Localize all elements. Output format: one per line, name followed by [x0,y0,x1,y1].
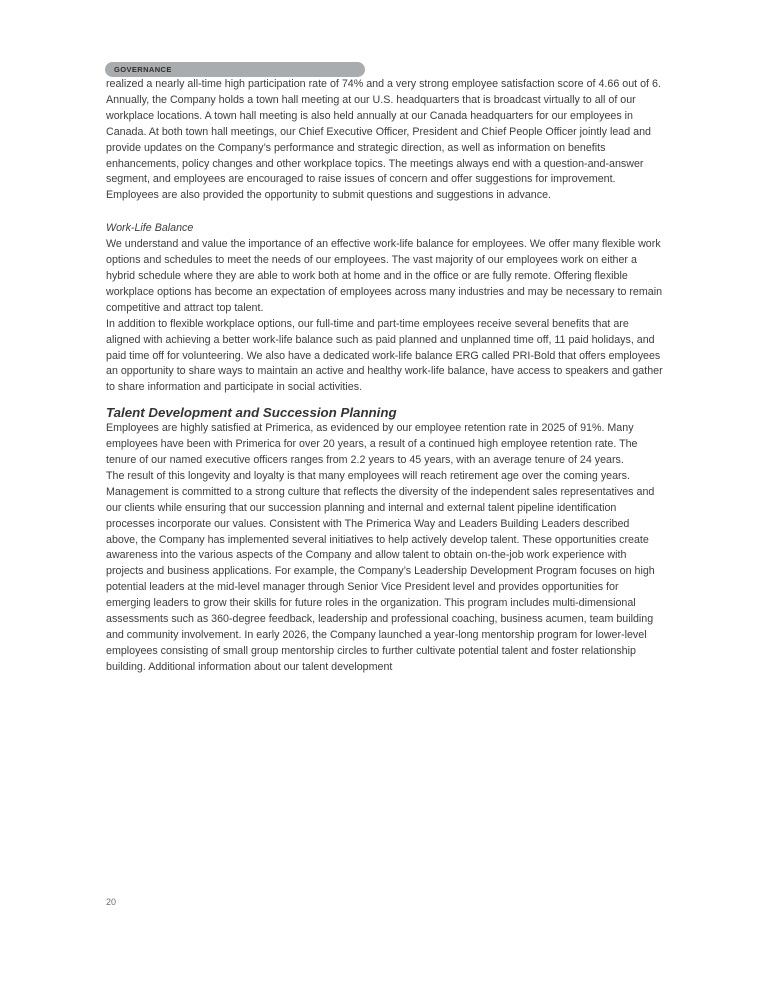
paragraph-flexible-work-options: We understand and value the importance of an effective work-life balance for employees. We offer many flexible work options and schedules to meet the needs of our employees. The vast majority of our employees work on either a hybrid schedule where they are able to work both at home and in the office or are fully remote. Offering flexible workplace options has become an expectation of employees across many industries and may be necessary to remain competitive and attract top talent. [106,238,663,314]
paragraph-work-life-benefits: In addition to flexible workplace options, our full-time and part-time employees receive several benefits that are aligned with achieving a better work-life balance such as paid planned and unplanned time off, 11 paid holidays, and paid time off for volunteering. We also have a dedicated work-life balance ERG called PRI-Bold that offers employees an opportunity to share ways to maintain an active and healthy work-life balance, have access to speakers and gather to share information and participate in social activities. [106,317,663,394]
subheading-work-life-balance: Work-Life Balance [106,222,194,235]
heading-talent-development-succession-planning: Talent Development and Succession Planning [106,405,397,421]
document-body [106,77,663,676]
page-number: 20 [106,897,117,907]
paragraph-participation-rate: realized a nearly all-time high participation rate of 74% and a very strong employee satisfaction score of 4.66 out of 6. [106,78,661,90]
paragraph-talent-initiatives: The result of this longevity and loyalty is that many employees will reach retirement age over the coming years. Management is committed to a strong culture that reflects the diversity of the independent sales representatives and our clients while ensuring that our succession planning and internal and external talent pipeline identification processes incorporate our values. Consistent with The Primerica Way and Leaders Building Leaders described above, the Company has implemented several initiatives to help actively develop talent. These opportunities create awareness into the various aspects of the Company and allow talent to obtain on-the-job work experience with projects and business applications. For example, the Company’s Leadership Development Program focuses on high potential leaders at the mid-level manager through Senior Vice President level and provides opportunities for emerging leaders to grow their skills for future roles in the organization. This program includes multi-dimensional assessments such as 360-degree feedback, leadership and professional coaching, business acumen, team building and community involvement. In early 2026, the Company launched a year-long mentorship program for lower-level employees consisting of small group mentorship circles to further cultivate potential talent and foster relationship building. Additional information about our talent development [106,469,655,673]
governance-section-tag: GOVERNANCE [105,62,365,77]
paragraph-town-hall-meetings: Annually, the Company holds a town hall meeting at our U.S. headquarters that is broadcast virtually to all of our workplace locations. A town hall meeting is also held annually at our Canada headquarters for our employees in Canada. At both town hall meetings, our Chief Executive Officer, President and Chief People Officer jointly lead and provide updates on the Company’s performance and strategic direction, as well as information on benefits enhancements, policy changes and other workplace topics. The meetings always end with a question-and-answer segment, and employees are encouraged to raise issues of concern and offer suggestions for improvement. Employees are also provided the opportunity to submit questions and suggestions in advance. [106,93,651,202]
paragraph-employee-retention: Employees are highly satisfied at Primerica, as evidenced by our employee retention rate in 2025 of 91%. Many employees have been with Primerica for over 20 years, a result of a continued high employee retention rate. The tenure of our named executive officers ranges from 2.2 years to 45 years, with an average tenure of 24 years. [106,422,638,467]
